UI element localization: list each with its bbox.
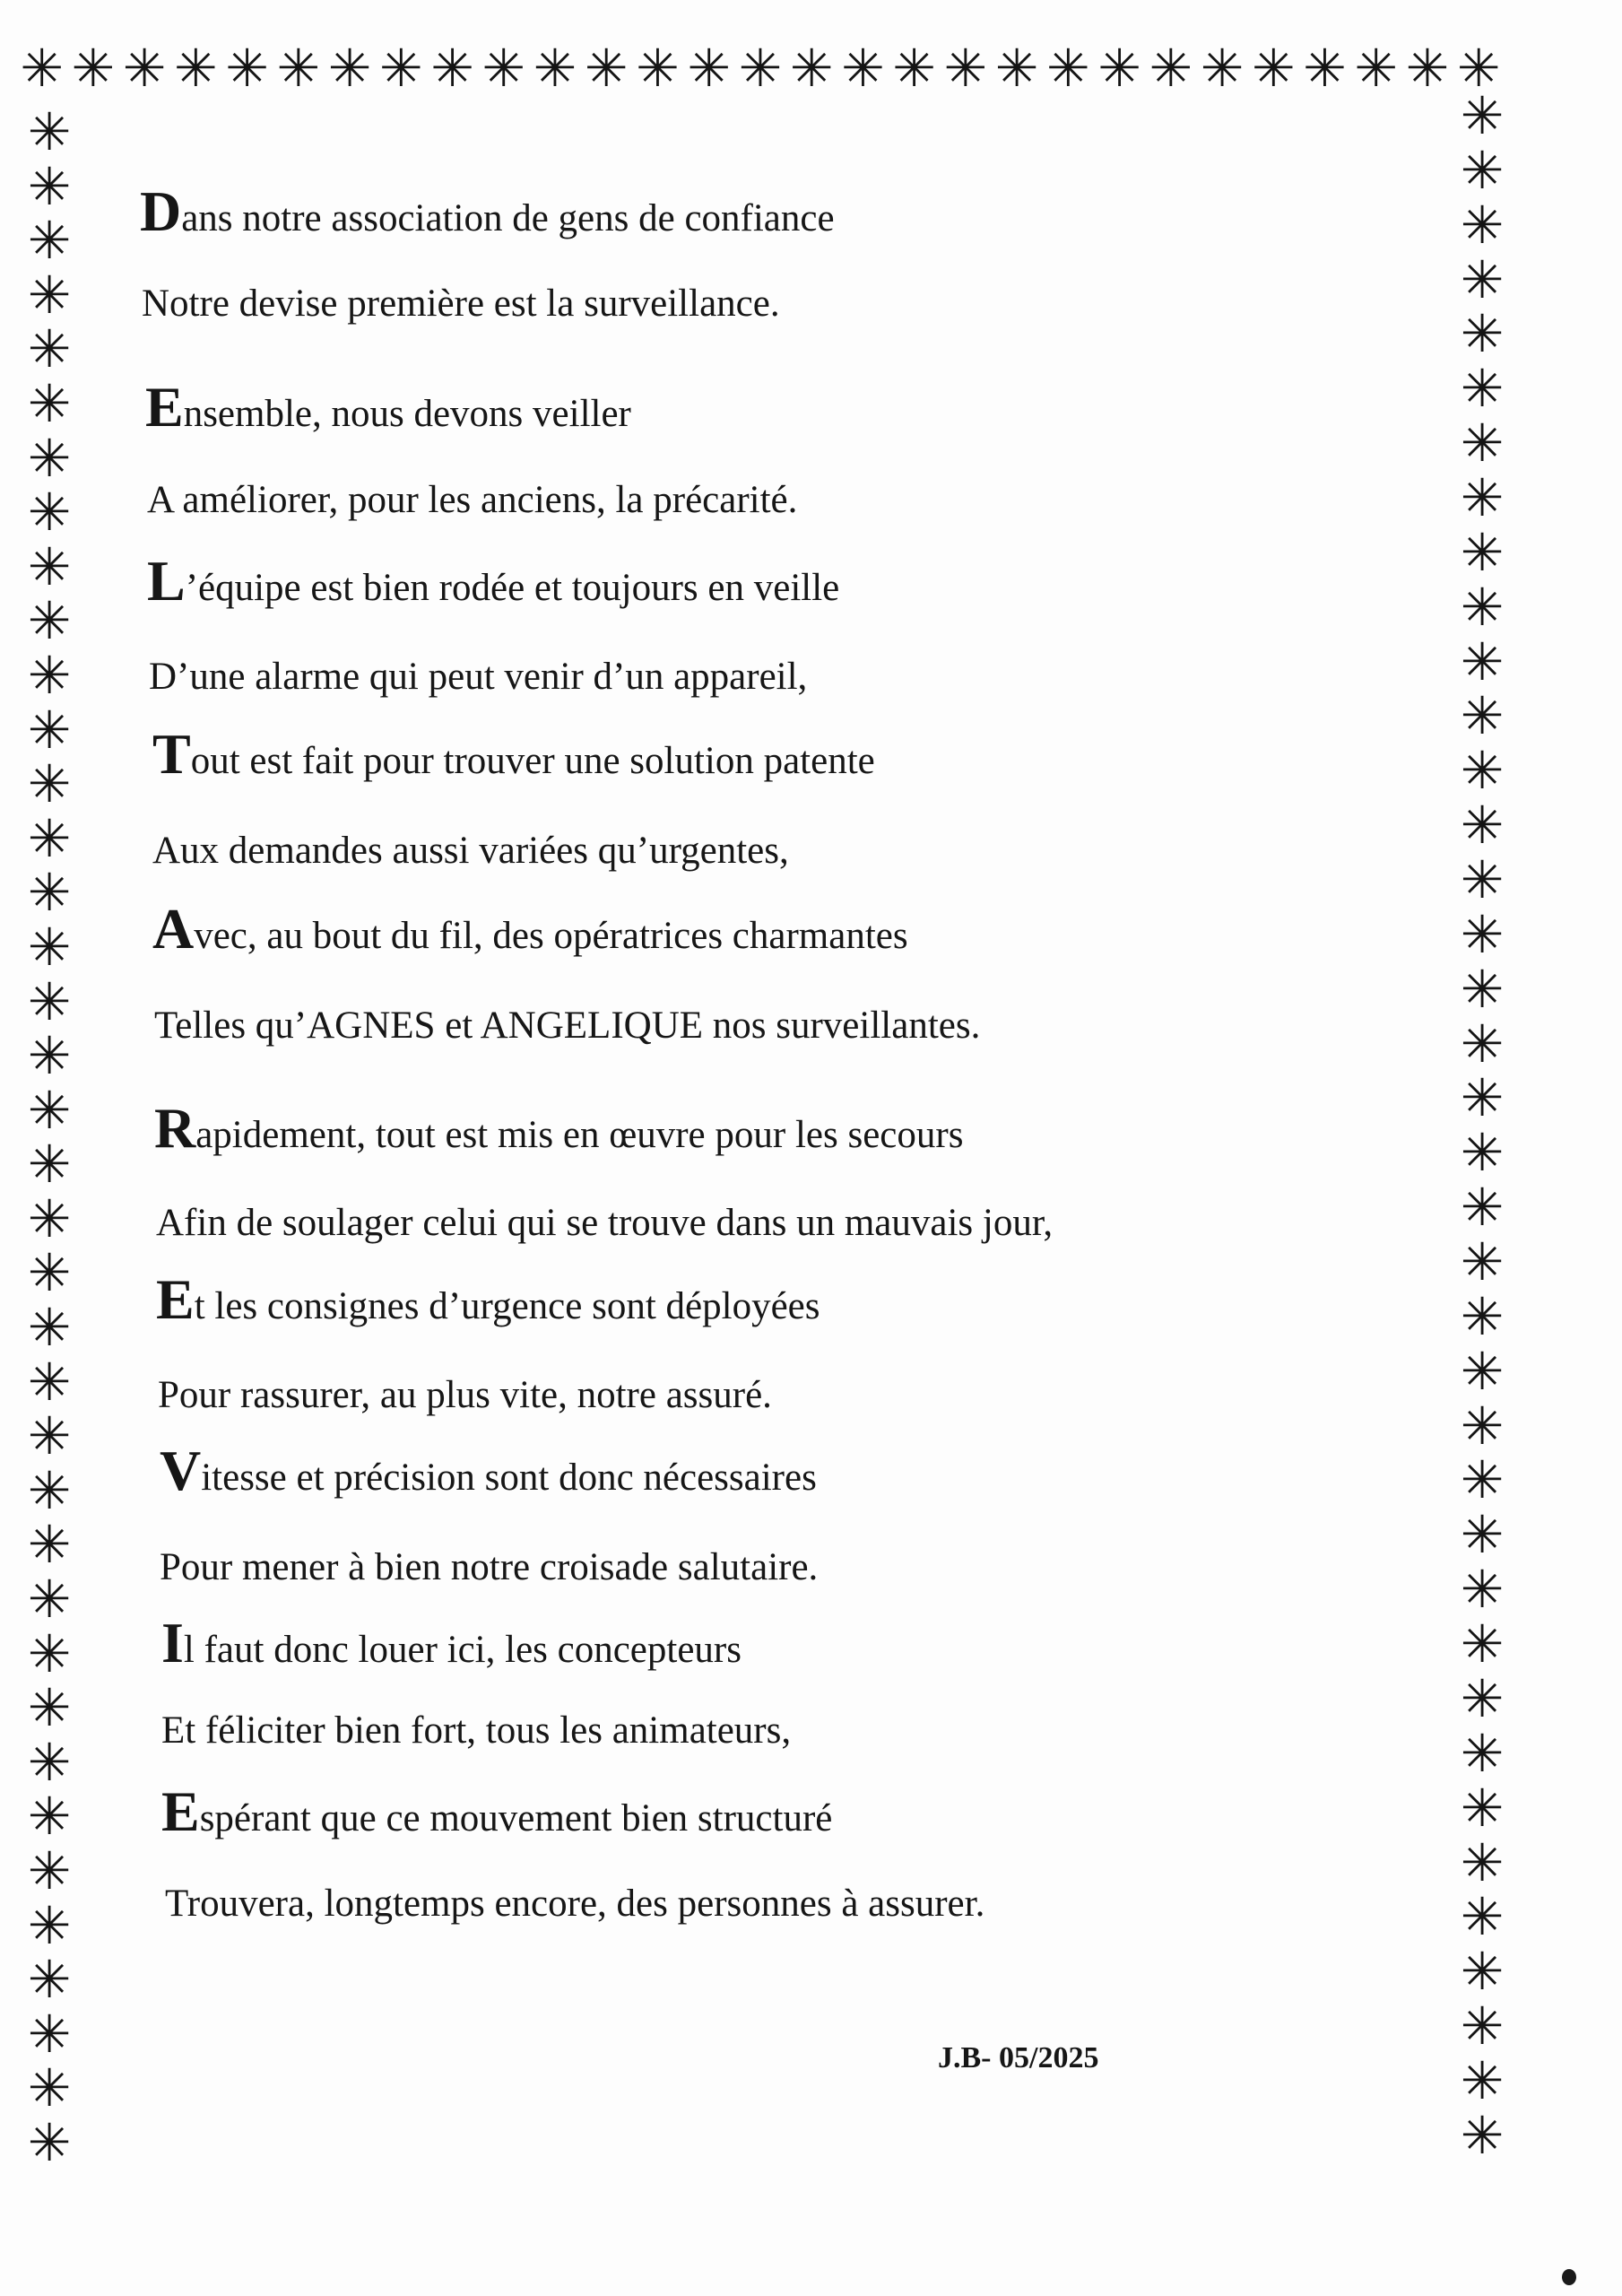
poem-line-text: l faut donc louer ici, les concepteurs — [183, 1629, 742, 1671]
asterisk-star-icon: ✳ — [481, 38, 526, 99]
asterisk-star-icon: ✳ — [1460, 1613, 1505, 1675]
asterisk-star-icon: ✳ — [1460, 467, 1505, 529]
asterisk-star-icon: ✳ — [1460, 1231, 1505, 1293]
poem-line-text: Et féliciter bien fort, tous les animateurs, — [161, 1709, 792, 1752]
poem-line-19 — [161, 1779, 833, 1843]
poem-line-14 — [158, 1372, 772, 1419]
asterisk-star-icon: ✳ — [27, 210, 72, 272]
asterisk-star-icon: ✳ — [27, 1025, 72, 1087]
poem-line-4 — [147, 477, 797, 524]
asterisk-star-icon: ✳ — [1460, 1777, 1505, 1839]
acrostic-capital: I — [161, 1611, 184, 1674]
asterisk-star-icon: ✳ — [27, 482, 72, 544]
asterisk-star-icon: ✳ — [738, 38, 783, 99]
asterisk-star-icon: ✳ — [27, 1405, 72, 1467]
asterisk-star-icon: ✳ — [1460, 1285, 1505, 1347]
asterisk-star-icon: ✳ — [27, 807, 72, 869]
asterisk-star-icon: ✳ — [1460, 576, 1505, 638]
asterisk-star-icon: ✳ — [892, 38, 936, 99]
asterisk-star-icon: ✳ — [1456, 38, 1501, 99]
poem-line-20 — [165, 1881, 984, 1927]
poem-line-15 — [160, 1439, 817, 1502]
asterisk-star-icon: ✳ — [636, 38, 680, 99]
poem-line-text: Afin de soulager celui qui se trouve dans un mauvais jour, — [156, 1202, 1054, 1244]
asterisk-star-icon: ✳ — [27, 2057, 72, 2119]
asterisk-star-icon: ✳ — [27, 590, 72, 652]
asterisk-star-icon: ✳ — [1460, 958, 1505, 1020]
asterisk-star-icon: ✳ — [1303, 38, 1347, 99]
poem-line-text: nsemble, nous devons veiller — [183, 393, 631, 435]
asterisk-star-icon: ✳ — [27, 427, 72, 489]
asterisk-star-icon: ✳ — [27, 1569, 72, 1631]
poem-line-13 — [156, 1267, 820, 1331]
asterisk-star-icon: ✳ — [1460, 903, 1505, 965]
asterisk-star-icon: ✳ — [584, 38, 629, 99]
acrostic-capital: T — [152, 722, 191, 786]
asterisk-star-icon: ✳ — [27, 1677, 72, 1739]
asterisk-star-icon: ✳ — [27, 862, 72, 924]
poem-line-text: Pour rassurer, au plus vite, notre assuré. — [158, 1374, 772, 1416]
acrostic-capital: R — [154, 1096, 196, 1160]
asterisk-star-icon: ✳ — [27, 916, 72, 978]
asterisk-star-icon: ✳ — [225, 38, 269, 99]
poem-line-text: Pour mener à bien notre croisade salutaire. — [160, 1546, 819, 1588]
star-border-right — [1451, 85, 1514, 2166]
asterisk-star-icon: ✳ — [1460, 248, 1505, 310]
acrostic-capital: E — [161, 1779, 200, 1843]
asterisk-star-icon: ✳ — [1460, 1886, 1505, 1948]
asterisk-star-icon: ✳ — [994, 38, 1039, 99]
poem-line-text: itesse et précision sont donc nécessaires — [201, 1457, 817, 1499]
asterisk-star-icon: ✳ — [27, 1297, 72, 1359]
asterisk-star-icon: ✳ — [27, 535, 72, 597]
asterisk-star-icon: ✳ — [1251, 38, 1296, 99]
asterisk-star-icon: ✳ — [27, 1187, 72, 1249]
poem-line-17 — [161, 1611, 742, 1674]
asterisk-star-icon: ✳ — [943, 38, 988, 99]
asterisk-star-icon: ✳ — [1460, 1667, 1505, 1729]
asterisk-star-icon: ✳ — [1460, 631, 1505, 692]
poem-line-1 — [140, 179, 835, 243]
asterisk-star-icon: ✳ — [27, 372, 72, 434]
acrostic-capital: V — [160, 1439, 202, 1502]
asterisk-star-icon: ✳ — [27, 155, 72, 217]
asterisk-star-icon: ✳ — [1354, 38, 1399, 99]
asterisk-star-icon: ✳ — [1460, 795, 1505, 857]
poem-line-text: ’équipe est bien rodée et toujours en veille — [185, 567, 840, 609]
poem-line-18 — [161, 1708, 791, 1754]
poem-line-5 — [147, 549, 840, 613]
asterisk-star-icon: ✳ — [1460, 1996, 1505, 2057]
asterisk-star-icon: ✳ — [1460, 1504, 1505, 1566]
asterisk-star-icon: ✳ — [1460, 1395, 1505, 1457]
poem-line-6 — [149, 654, 807, 700]
asterisk-star-icon: ✳ — [27, 1622, 72, 1684]
poem-line-3 — [145, 375, 631, 439]
poem-line-11 — [154, 1096, 964, 1160]
asterisk-star-icon: ✳ — [1460, 303, 1505, 365]
poem-line-text: Trouvera, longtemps encore, des personnes à assurer. — [165, 1883, 985, 1925]
poem-line-text: out est fait pour trouver une solution patente — [190, 740, 875, 782]
asterisk-star-icon: ✳ — [27, 753, 72, 815]
poem-line-10 — [154, 1003, 980, 1049]
asterisk-star-icon: ✳ — [1460, 1722, 1505, 1784]
asterisk-star-icon: ✳ — [1460, 2049, 1505, 2111]
asterisk-star-icon: ✳ — [1149, 38, 1193, 99]
asterisk-star-icon: ✳ — [27, 699, 72, 761]
acrostic-capital: E — [156, 1267, 195, 1331]
asterisk-star-icon: ✳ — [27, 1514, 72, 1576]
acrostic-capital: E — [145, 375, 184, 439]
asterisk-star-icon: ✳ — [1460, 1559, 1505, 1621]
asterisk-star-icon: ✳ — [276, 38, 321, 99]
asterisk-star-icon: ✳ — [27, 1079, 72, 1141]
asterisk-star-icon: ✳ — [27, 1840, 72, 1901]
poem-line-8 — [152, 828, 789, 874]
poem-line-text: Notre devise première est la surveillance. — [142, 283, 780, 325]
asterisk-star-icon: ✳ — [1460, 85, 1505, 146]
poem-line-text: ans notre association de gens de confiance — [181, 197, 835, 239]
asterisk-star-icon: ✳ — [1405, 38, 1450, 99]
asterisk-star-icon: ✳ — [27, 1786, 72, 1848]
asterisk-star-icon: ✳ — [71, 38, 116, 99]
asterisk-star-icon: ✳ — [27, 2003, 72, 2065]
asterisk-star-icon: ✳ — [27, 1894, 72, 1956]
asterisk-star-icon: ✳ — [1460, 849, 1505, 911]
asterisk-star-icon: ✳ — [1460, 685, 1505, 747]
poem-line-16 — [160, 1544, 818, 1591]
asterisk-star-icon: ✳ — [378, 38, 423, 99]
asterisk-star-icon: ✳ — [27, 644, 72, 706]
asterisk-star-icon: ✳ — [27, 101, 72, 162]
asterisk-star-icon: ✳ — [27, 970, 72, 1032]
poem-line-text: t les consignes d’urgence sont déployées — [194, 1285, 820, 1327]
asterisk-star-icon: ✳ — [1460, 139, 1505, 201]
acrostic-capital: A — [152, 897, 195, 961]
poem-line-text: Telles qu’AGNES et ANGELIQUE nos surveillantes. — [154, 1004, 981, 1047]
asterisk-star-icon: ✳ — [687, 38, 731, 99]
poem-line-text: A améliorer, pour les anciens, la précarité. — [147, 479, 798, 521]
asterisk-star-icon: ✳ — [27, 1242, 72, 1304]
asterisk-star-icon: ✳ — [1097, 38, 1141, 99]
poem-line-9 — [152, 897, 908, 961]
asterisk-star-icon: ✳ — [533, 38, 577, 99]
asterisk-star-icon: ✳ — [27, 1949, 72, 2011]
poem-line-12 — [156, 1200, 1053, 1247]
asterisk-star-icon: ✳ — [20, 38, 64, 99]
poem-line-text: apidement, tout est mis en œuvre pour les secours — [195, 1114, 964, 1156]
asterisk-star-icon: ✳ — [1200, 38, 1245, 99]
asterisk-star-icon: ✳ — [327, 38, 372, 99]
asterisk-star-icon: ✳ — [841, 38, 885, 99]
asterisk-star-icon: ✳ — [174, 38, 218, 99]
asterisk-star-icon: ✳ — [1460, 1831, 1505, 1893]
asterisk-star-icon: ✳ — [1460, 1449, 1505, 1511]
asterisk-star-icon: ✳ — [27, 318, 72, 380]
poem-line-text: Aux demandes aussi variées qu’urgentes, — [152, 830, 789, 872]
poem-line-text: spérant que ce mouvement bien structuré — [199, 1797, 833, 1839]
acrostic-capital: D — [140, 179, 182, 243]
asterisk-star-icon: ✳ — [122, 38, 167, 99]
asterisk-star-icon: ✳ — [27, 1731, 72, 1793]
asterisk-star-icon: ✳ — [1460, 1941, 1505, 2003]
poem-line-2 — [142, 281, 780, 327]
asterisk-star-icon: ✳ — [1460, 1177, 1505, 1239]
star-border-left — [20, 101, 79, 2173]
poem-line-text: vec, au bout du fil, des opératrices charmantes — [194, 915, 908, 957]
asterisk-star-icon: ✳ — [1460, 358, 1505, 420]
acrostic-capital: L — [147, 549, 186, 613]
asterisk-star-icon: ✳ — [27, 2111, 72, 2173]
asterisk-star-icon: ✳ — [1460, 2104, 1505, 2166]
asterisk-star-icon: ✳ — [1460, 1067, 1505, 1129]
asterisk-star-icon: ✳ — [1460, 521, 1505, 583]
asterisk-star-icon: ✳ — [430, 38, 474, 99]
ink-speck — [1562, 2269, 1576, 2285]
asterisk-star-icon: ✳ — [27, 264, 72, 326]
asterisk-star-icon: ✳ — [1046, 38, 1090, 99]
asterisk-star-icon: ✳ — [1460, 1340, 1505, 1402]
asterisk-star-icon: ✳ — [27, 1459, 72, 1521]
asterisk-star-icon: ✳ — [1460, 1122, 1505, 1184]
asterisk-star-icon: ✳ — [1460, 194, 1505, 256]
poem-line-7 — [152, 722, 875, 786]
star-border-top — [16, 32, 1505, 104]
asterisk-star-icon: ✳ — [1460, 1013, 1505, 1074]
asterisk-star-icon: ✳ — [1460, 413, 1505, 474]
poem-line-text: D’une alarme qui peut venir d’un appareil, — [149, 656, 808, 698]
asterisk-star-icon: ✳ — [27, 1134, 72, 1196]
asterisk-star-icon: ✳ — [789, 38, 834, 99]
asterisk-star-icon: ✳ — [27, 1351, 72, 1413]
signature-date: J.B- 05/2025 — [938, 2041, 1099, 2074]
asterisk-star-icon: ✳ — [1460, 740, 1505, 802]
